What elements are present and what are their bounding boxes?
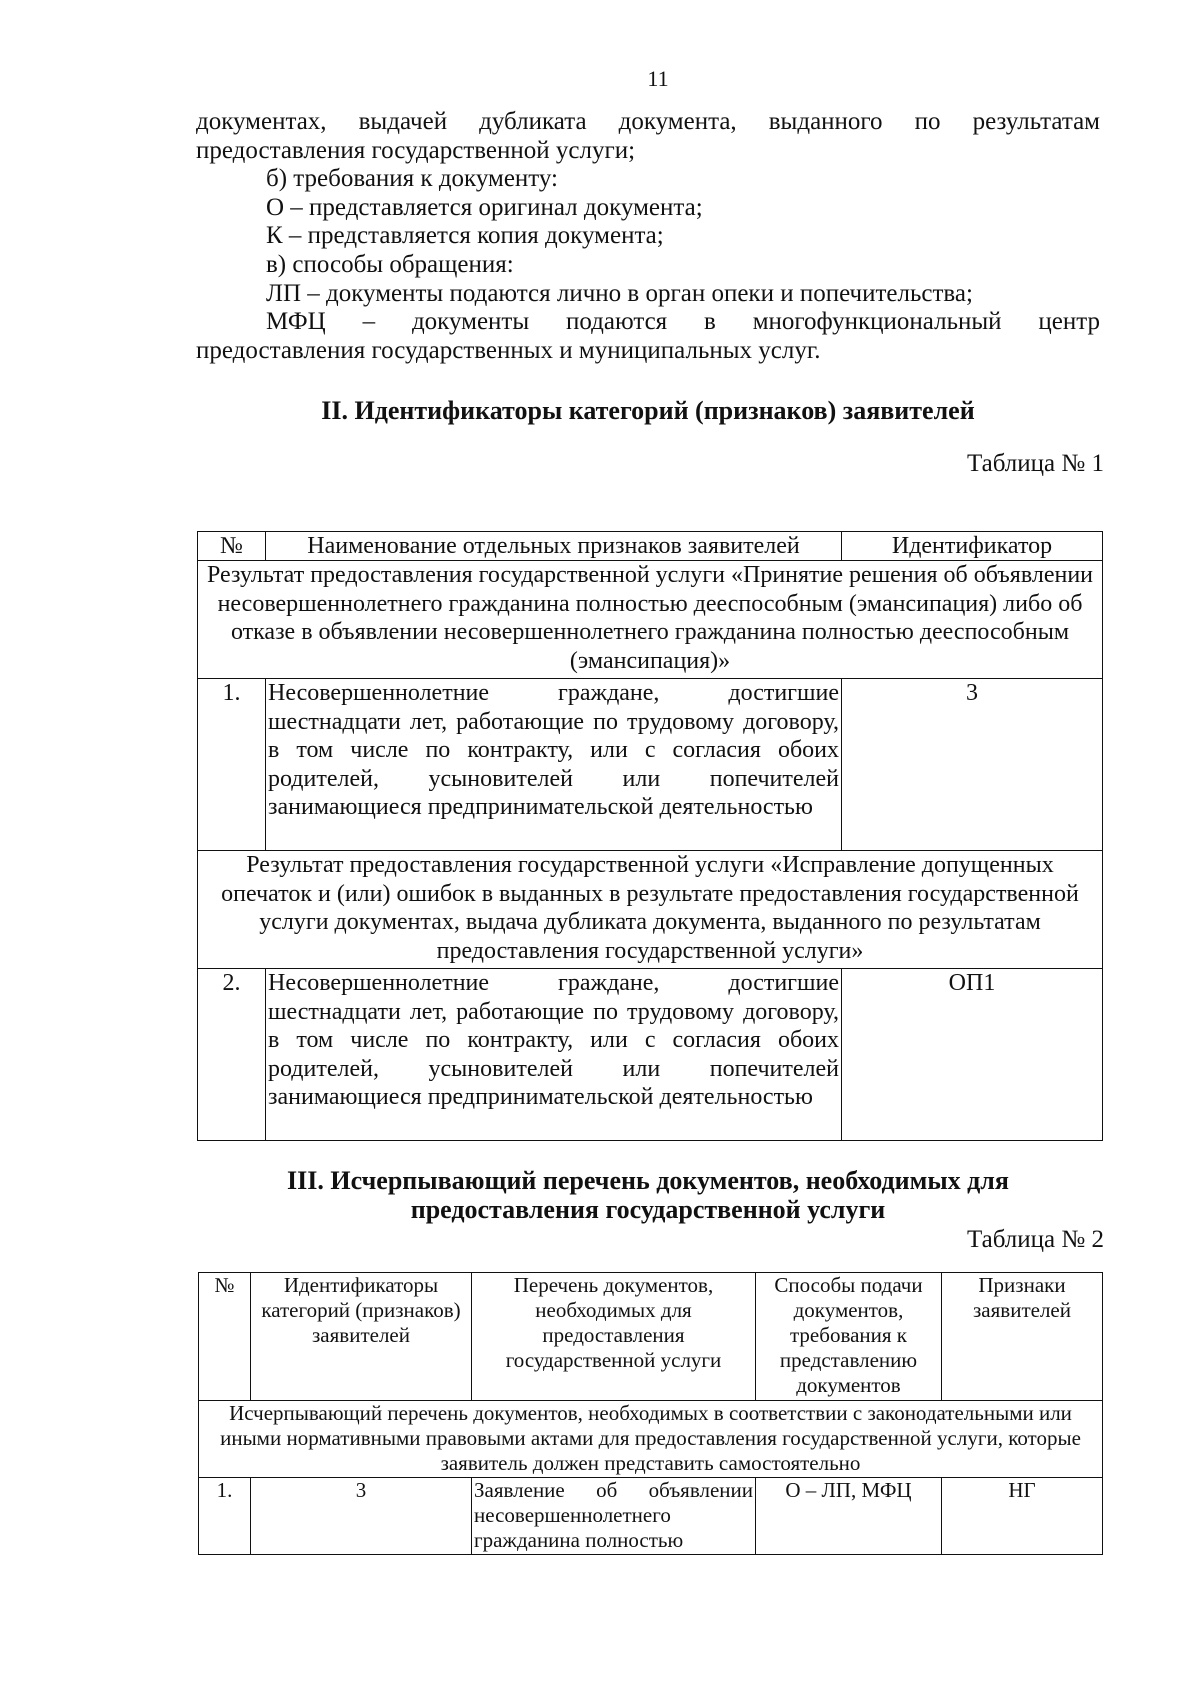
row-description: Несовершеннолетние граждане, достигшие шестнадцати лет, работающие по трудовому договору, в том числе по контракту, или с согласия обоих родителей, усыновителей или попечителей занимающиеся предпринимательской деятельностью: [266, 679, 842, 851]
table-row: [199, 1478, 1103, 1555]
documents-table: [198, 1272, 1103, 1555]
intro-line: К – представляется копия документа;: [266, 222, 664, 250]
group-cell: Результат предоставления государственной услуги «Принятие решения об объявлении несовершеннолетнего гражданина полностью дееспособным (эмансипация) либо об отказе в объявлении несовершеннолетнего гражданина полностью дееспособным (эмансипация)»: [198, 561, 1103, 679]
row-number: 2.: [198, 969, 266, 1141]
intro-line: МФЦ – документы подаются в многофункциональный центр: [266, 308, 1100, 336]
row-identifier: 3: [842, 679, 1103, 851]
section-3-title: [196, 1166, 1100, 1224]
section-2-title: II. Идентификаторы категорий (признаков) заявителей: [321, 396, 975, 425]
row-identifier: 3: [251, 1478, 472, 1555]
row-number: 1.: [198, 679, 266, 851]
row-method: О – ЛП, МФЦ: [756, 1478, 942, 1555]
section-3-title-line: предоставления государственной услуги: [410, 1195, 886, 1224]
table-row: [198, 679, 1103, 851]
intro-text: [196, 108, 1100, 365]
group-row: [198, 851, 1103, 969]
intro-line: документах, выдачей дубликата документа, выданного по результатам: [196, 108, 1100, 135]
intro-line: предоставления государственных и муниципальных услуг.: [196, 336, 821, 364]
applicant-categories-table: [197, 531, 1103, 1141]
group-row: [199, 1401, 1103, 1478]
header-cell: Признаки заявителей: [942, 1273, 1103, 1401]
page-number: 11: [647, 66, 669, 91]
group-cell: Результат предоставления государственной услуги «Исправление допущенных опечаток и (или) ошибок в выданных в результате предоставления государственной услуги документах, выдача дубликата документа, выданного по результатам предоставления государственной услуги»: [198, 851, 1103, 969]
row-description: Несовершеннолетние граждане, достигшие шестнадцати лет, работающие по трудовому договору, в том числе по контракту, или с согласия обоих родителей, усыновителей или попечителей занимающиеся предпринимательской деятельностью: [266, 969, 842, 1141]
header-cell: Способы подачи документов, требования к представлению документов: [756, 1273, 942, 1401]
header-cell: Наименование отдельных признаков заявителей: [266, 532, 842, 561]
header-cell: №: [199, 1273, 251, 1401]
header-cell: Идентификатор: [842, 532, 1103, 561]
group-cell: Исчерпывающий перечень документов, необходимых в соответствии с законодательными или иными нормативными правовыми актами для предоставления государственной услуги, которые заявитель должен представить самостоятельно: [199, 1401, 1103, 1478]
table-header-row: [199, 1273, 1103, 1401]
table-2-caption: Таблица № 2: [966, 1226, 1104, 1253]
table-header-row: [198, 532, 1103, 561]
row-number: 1.: [199, 1478, 251, 1555]
intro-line: О – представляется оригинал документа;: [266, 193, 703, 221]
row-sign: НГ: [942, 1478, 1103, 1555]
header-cell: Идентификаторы категорий (признаков) заявителей: [251, 1273, 472, 1401]
table-1-caption: Таблица № 1: [966, 450, 1104, 477]
header-cell: Перечень документов, необходимых для предоставления государственной услуги: [472, 1273, 756, 1401]
section-3-title-line: III. Исчерпывающий перечень документов, необходимых для: [287, 1166, 1009, 1195]
intro-line: предоставления государственной услуги;: [196, 136, 636, 164]
table-row: [198, 969, 1103, 1141]
row-document: Заявление об объявлении несовершеннолетнего гражданина полностью: [472, 1478, 756, 1555]
intro-line: ЛП – документы подаются лично в орган опеки и попечительства;: [266, 279, 973, 307]
intro-line: в) способы обращения:: [266, 250, 514, 278]
group-row: [198, 561, 1103, 679]
header-cell: №: [198, 532, 266, 561]
intro-line: б) требования к документу:: [266, 165, 559, 193]
row-identifier: ОП1: [842, 969, 1103, 1141]
